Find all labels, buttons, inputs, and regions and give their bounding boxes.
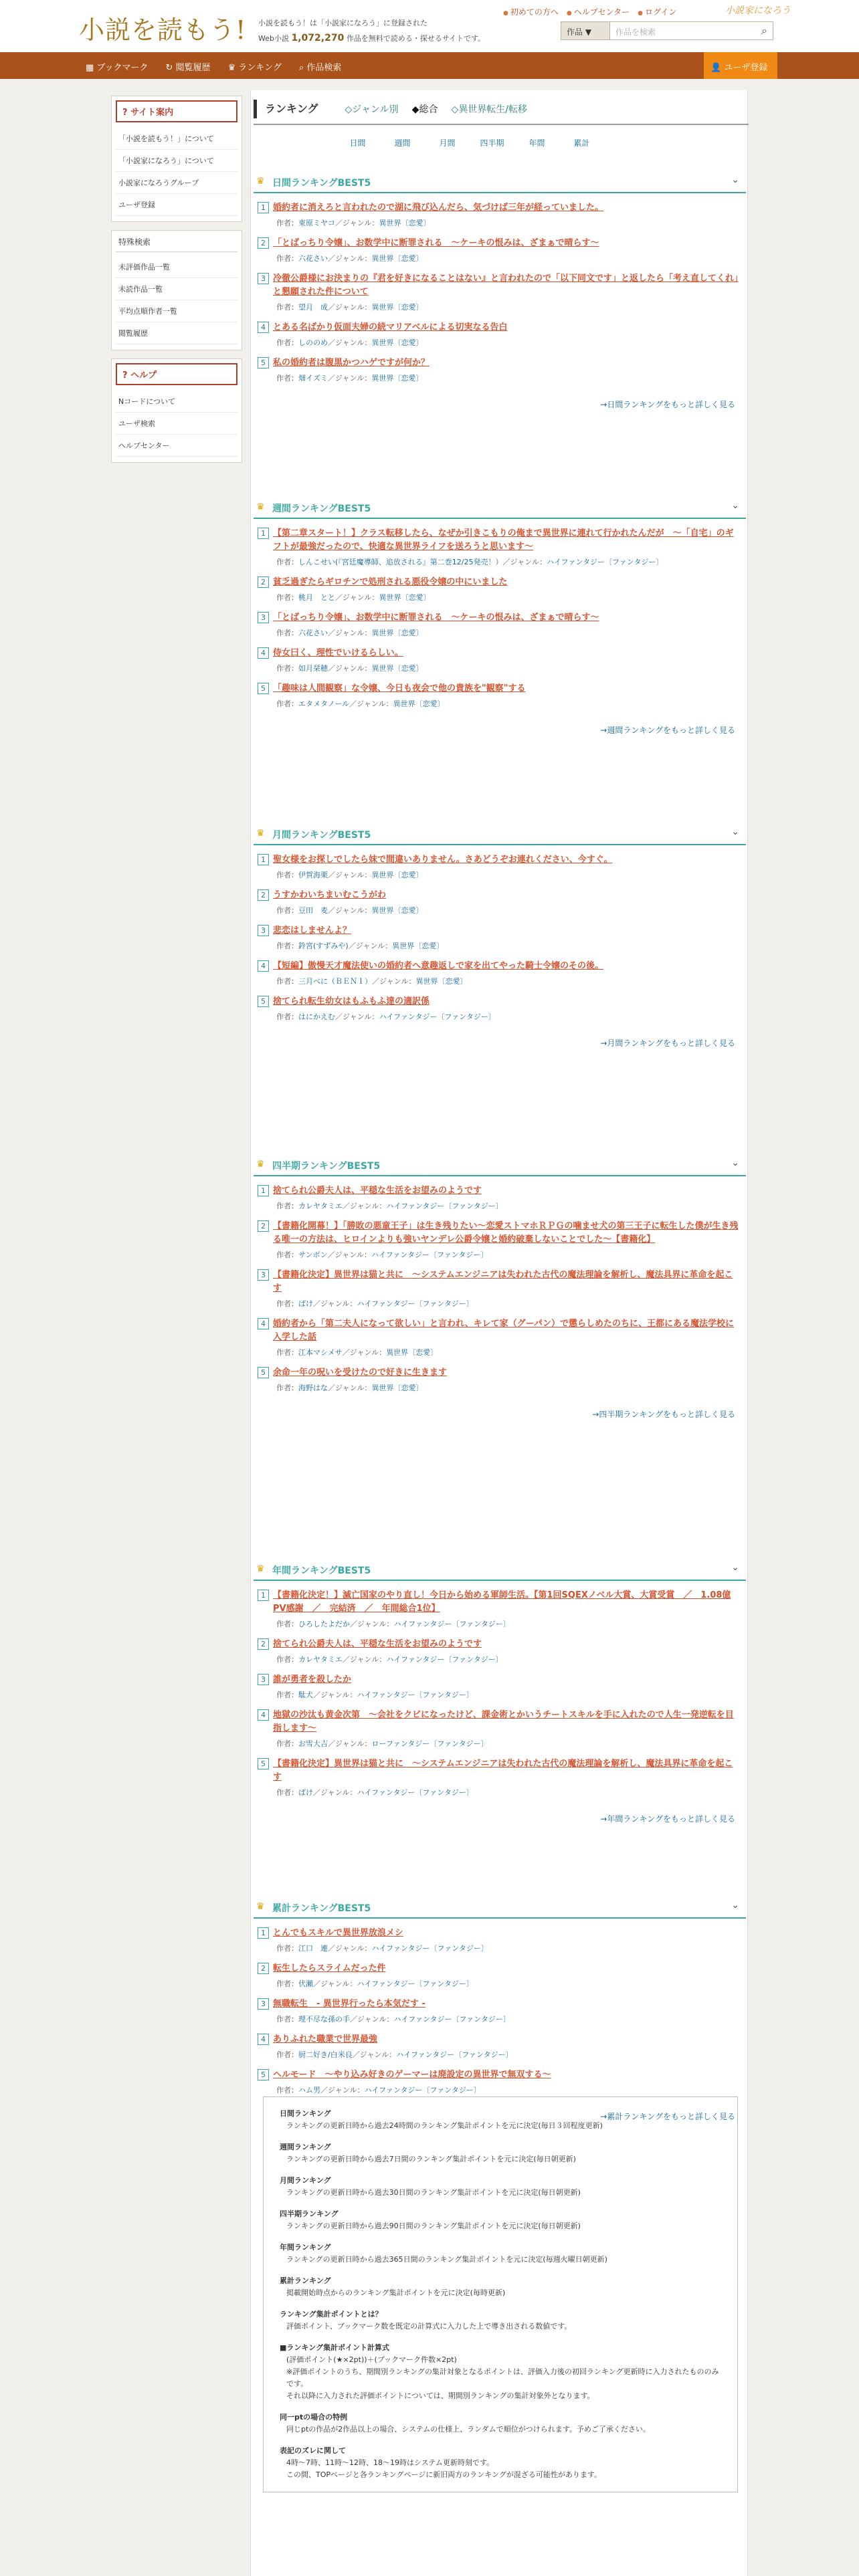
ranking-section bbox=[251, 1896, 749, 2122]
rank-badge: 2 bbox=[258, 889, 269, 901]
search-box bbox=[561, 21, 773, 40]
tab-genre[interactable]: ◇ジャンル別 bbox=[345, 104, 399, 115]
sidebar-item[interactable]: Nコードについて bbox=[116, 391, 237, 413]
description-text: ランキングの更新日時から過去90日間のランキング集計ポイントを元に決定(毎日朝更新) bbox=[286, 2222, 581, 2230]
divider bbox=[254, 124, 749, 125]
site-header bbox=[0, 0, 859, 52]
chevron-down-icon[interactable]: ⌄ bbox=[731, 827, 739, 837]
ranking-entry bbox=[258, 1317, 739, 1358]
rank-badge: 5 bbox=[258, 357, 269, 368]
author-link[interactable]: 海野はな bbox=[298, 1384, 328, 1392]
section-title: 月間ランキングBEST5 bbox=[272, 830, 371, 841]
tagline-line1: 小説を読もう！は「小説家になろう」に登録された bbox=[258, 19, 427, 27]
ranking-entry bbox=[258, 682, 739, 710]
sidebar-item[interactable]: 未読作品一覧 bbox=[116, 278, 237, 300]
work-meta: 作者：桃月 とと／ジャンル：異世界〔恋愛〕 bbox=[276, 593, 431, 602]
genre-link[interactable]: ハイファンタジー〔ファンタジー〕 bbox=[547, 558, 664, 566]
rank-badge: 3 bbox=[258, 925, 269, 936]
rank-badge: 4 bbox=[258, 647, 269, 659]
genre-link[interactable]: 異世界〔恋愛〕 bbox=[371, 871, 423, 879]
description-heading: 日間ランキング bbox=[280, 2109, 331, 2118]
section-title: 四半期ランキングBEST5 bbox=[272, 1161, 381, 1172]
genre-link[interactable]: ローファンタジー〔ファンタジー〕 bbox=[371, 1739, 488, 1748]
chevron-down-icon[interactable]: ⌄ bbox=[731, 1158, 739, 1168]
ranking-entry bbox=[258, 201, 739, 229]
main-content bbox=[250, 90, 748, 2576]
description-heading: 月間ランキング bbox=[280, 2176, 331, 2185]
chevron-down-icon[interactable]: ⌄ bbox=[731, 175, 739, 185]
description-text: 同じptの作品が2作品以上の場合、システムの仕様上、ランダムで順位がつけられます。予めご了承ください。 bbox=[286, 2425, 650, 2434]
ranking-entry bbox=[258, 356, 739, 384]
rank-badge: 5 bbox=[258, 996, 269, 1007]
nav-bookmark[interactable]: ▦ ブックマーク bbox=[86, 63, 149, 73]
ranking-entry bbox=[258, 1673, 739, 1701]
genre-link[interactable]: 異世界〔恋愛〕 bbox=[386, 1348, 438, 1357]
work-meta: 作者：厨二好き/白米良／ジャンル：ハイファンタジー〔ファンタジー〕 bbox=[276, 2050, 513, 2059]
main-nav bbox=[0, 52, 859, 79]
ranking-entry bbox=[258, 1638, 739, 1665]
work-title-link[interactable]: 【書籍化開幕！】「勝敗の悪童王子」は生き残りたい～恋愛ストマホＲＰＧの噛ませ犬の第三王子に転生した僕が生き残る唯一の方法は、ヒロインよりも強いヤンデレ公爵令嬢と婚約破棄しないことでした～【書籍化】 bbox=[273, 1221, 739, 1245]
author-link[interactable]: 望月 成 bbox=[298, 303, 328, 312]
ranking-entry bbox=[258, 1927, 739, 1954]
ranking-section bbox=[251, 496, 749, 736]
rank-badge: 2 bbox=[258, 1638, 269, 1650]
work-title-link[interactable]: 「とばっちり令嬢」、お数学中に断罪される ～ケーキの恨みは、ざまぁで晴らす～ bbox=[273, 613, 599, 623]
author-link[interactable]: サンボン bbox=[298, 1251, 328, 1259]
genre-link[interactable]: ハイファンタジー〔ファンタジー〕 bbox=[386, 1655, 503, 1664]
description-heading: ■ランキング集計ポイント計算式 bbox=[280, 2343, 390, 2352]
ranking-section bbox=[251, 171, 749, 410]
genre-link[interactable]: ハイファンタジー〔ファンタジー〕 bbox=[357, 1299, 474, 1308]
description-text: 評価ポイント、ブックマーク数を既定の計算式に入力した上で導き出される数値です。 bbox=[286, 2322, 572, 2331]
work-count: 1,072,270 bbox=[291, 33, 345, 43]
author-link[interactable]: 江口 連 bbox=[298, 1944, 328, 1953]
rank-badge: 4 bbox=[258, 322, 269, 333]
work-title-link[interactable]: うすかわいちまいむこうがわ bbox=[273, 890, 387, 900]
link-help-center[interactable]: ● ヘルプセンター bbox=[567, 6, 630, 17]
author-link[interactable]: ぱけ bbox=[298, 1788, 313, 1797]
work-title-link[interactable]: 無職転生 - 異世界行ったら本気だす - bbox=[273, 1999, 425, 2009]
author-link[interactable]: 三月べに（ＢＥＮＩ） bbox=[298, 977, 372, 986]
genre-link[interactable]: 異世界〔恋愛〕 bbox=[371, 374, 423, 383]
rank-badge: 2 bbox=[258, 1963, 269, 1974]
work-title-link[interactable]: 転生したらスライムだった件 bbox=[273, 1963, 386, 1973]
description-heading: ランキング集計ポイントとは？ bbox=[280, 2310, 383, 2319]
work-meta: 作者：江口 連／ジャンル：ハイファンタジー〔ファンタジー〕 bbox=[276, 1944, 488, 1953]
ranking-entry bbox=[258, 1589, 739, 1630]
author-link[interactable]: 如月栞穂 bbox=[298, 664, 328, 673]
nav-ranking[interactable]: ♛ ランキング bbox=[227, 63, 282, 73]
ranking-entry bbox=[258, 1220, 739, 1261]
genre-link[interactable]: 異世界〔恋愛〕 bbox=[371, 254, 423, 263]
description-text: ランキングの更新日時から過去30日間のランキング集計ポイントを元に決定(毎日朝更新) bbox=[286, 2188, 581, 2197]
rank-badge: 2 bbox=[258, 1220, 269, 1232]
genre-link[interactable]: 異世界〔恋愛〕 bbox=[371, 303, 423, 312]
more-link[interactable]: →年間ランキングをもっと詳しく見る bbox=[600, 1814, 735, 1824]
author-link[interactable]: お雪大吉 bbox=[298, 1739, 328, 1748]
ranking-entry bbox=[258, 272, 739, 313]
work-title-link[interactable]: 【短編】傲慢天才魔法使いの婚約者へ意趣返しで家を出てやった騎士令嬢のその後。 bbox=[273, 961, 604, 971]
author-link[interactable]: 六花さい bbox=[298, 254, 328, 263]
rank-badge: 4 bbox=[258, 2034, 269, 2045]
work-title-link[interactable]: 聖女様をお探しでしたら妹で間違いありません。さあどうぞお連れください、今すぐ。 bbox=[273, 855, 613, 865]
sidebar-item[interactable]: 小説家になろうグループ bbox=[116, 172, 237, 194]
work-meta: 作者：如月栞穂／ジャンル：異世界〔恋愛〕 bbox=[276, 664, 423, 673]
sidebar bbox=[111, 96, 242, 471]
genre-link[interactable]: ハイファンタジー〔ファンタジー〕 bbox=[364, 2086, 481, 2095]
crown-icon: ♛ bbox=[256, 1159, 265, 1170]
work-meta: 作者：伊賀海栗／ジャンル：異世界〔恋愛〕 bbox=[276, 871, 423, 879]
ranking-entry bbox=[258, 1709, 739, 1749]
ranking-entry bbox=[258, 924, 739, 952]
ranking-entry bbox=[258, 2068, 739, 2096]
work-meta: 作者：伏瀬／ジャンル：ハイファンタジー〔ファンタジー〕 bbox=[276, 1979, 474, 1988]
rank-badge: 5 bbox=[258, 2069, 269, 2080]
author-link[interactable]: はにかえむ bbox=[298, 1012, 335, 1021]
ranking-entry bbox=[258, 1998, 739, 2025]
section-header[interactable] bbox=[254, 496, 746, 519]
chevron-down-icon[interactable]: ⌄ bbox=[731, 500, 739, 511]
work-title-link[interactable]: 余命一年の呪いを受けたので好きに生きます bbox=[273, 1368, 448, 1378]
genre-link[interactable]: ハイファンタジー〔ファンタジー〕 bbox=[379, 1012, 496, 1021]
description-heading: 週間ランキング bbox=[280, 2143, 331, 2151]
help-title: ? ヘルプ bbox=[116, 363, 237, 385]
work-meta: 作者：理不尽な孫の手／ジャンル：ハイファンタジー〔ファンタジー〕 bbox=[276, 2015, 510, 2024]
section-title: 週間ランキングBEST5 bbox=[272, 504, 371, 514]
work-meta: 作者：駄犬／ジャンル：ハイファンタジー〔ファンタジー〕 bbox=[276, 1691, 474, 1699]
more-link[interactable]: →日間ランキングをもっと詳しく見る bbox=[600, 400, 735, 409]
work-title-link[interactable]: とんでもスキルで異世界放浪メシ bbox=[273, 1928, 403, 1938]
crown-icon: ♛ bbox=[256, 502, 265, 512]
genre-link[interactable]: 異世界〔恋愛〕 bbox=[371, 1384, 423, 1392]
author-link[interactable]: エタメタノール bbox=[298, 700, 350, 708]
chevron-down-icon[interactable]: ⌄ bbox=[731, 1900, 739, 1911]
sidebar-item[interactable]: ユーザ登録 bbox=[116, 194, 237, 216]
sidebar-item[interactable]: ヘルプセンター bbox=[116, 435, 237, 457]
author-link[interactable]: ぱけ bbox=[298, 1299, 313, 1308]
genre-link[interactable]: ハイファンタジー〔ファンタジー〕 bbox=[386, 1202, 503, 1210]
nav-history[interactable]: ↻ 閲覧履歴 bbox=[165, 63, 211, 73]
author-link[interactable]: 畑イズミ bbox=[298, 374, 328, 383]
section-header[interactable] bbox=[254, 1896, 746, 1919]
author-link[interactable]: カレヤタミエ bbox=[298, 1655, 343, 1664]
description-heading: 同一ptの場合の特例 bbox=[280, 2413, 348, 2422]
work-meta: 作者：しののめ／ジャンル：異世界〔恋愛〕 bbox=[276, 338, 423, 347]
crown-icon: ♛ bbox=[256, 828, 265, 839]
tagline bbox=[258, 16, 485, 46]
author-link[interactable]: 伊賀海栗 bbox=[298, 871, 328, 879]
description-text: 掲載開始時点からのランキング集計ポイントを元に決定(毎時更新) bbox=[286, 2288, 506, 2297]
work-meta: 作者：束原ミヤコ／ジャンル：異世界〔恋愛〕 bbox=[276, 219, 431, 227]
description-text: ランキングの更新日時から過去365日間のランキング集計ポイントを元に決定(毎週火曜日朝更新) bbox=[286, 2255, 607, 2264]
work-title-link[interactable]: 【第二章スタート！】クラス転移したら、なぜか引きこもりの俺まで異世界に連れて行かれたんだが ～「自宅」のギフトが最強だったので、快適な異世界ライフを送ろうと思います～ bbox=[273, 528, 734, 552]
sidebar-item[interactable]: 閲覧履歴 bbox=[116, 322, 237, 344]
ranking-entry bbox=[258, 611, 739, 639]
section-title: 年間ランキングBEST5 bbox=[272, 1566, 371, 1576]
author-link[interactable]: 厨二好き/白米良 bbox=[298, 2050, 353, 2059]
rank-badge: 4 bbox=[258, 960, 269, 972]
section-header[interactable] bbox=[254, 823, 746, 845]
work-title-link[interactable]: 悲恋はしませんよ？ bbox=[273, 926, 352, 936]
chevron-down-icon[interactable]: ⌄ bbox=[731, 1562, 739, 1573]
work-meta: 作者：はにかえむ／ジャンル：ハイファンタジー〔ファンタジー〕 bbox=[276, 1012, 496, 1021]
work-meta: 作者：エタメタノール／ジャンル：異世界〔恋愛〕 bbox=[276, 700, 445, 708]
ranking-entry bbox=[258, 321, 739, 348]
link-first-time[interactable]: ● 初めての方へ bbox=[503, 6, 559, 17]
ranking-entry bbox=[258, 647, 739, 674]
ranking-section bbox=[251, 1558, 749, 1824]
section-header[interactable] bbox=[254, 1154, 746, 1176]
rank-badge: 3 bbox=[258, 1674, 269, 1685]
author-link[interactable]: 駄犬 bbox=[298, 1691, 313, 1699]
page-title: ランキング bbox=[254, 100, 318, 118]
rank-badge: 1 bbox=[258, 854, 269, 865]
rank-badge: 2 bbox=[258, 576, 269, 588]
work-meta: 作者：ハム男／ジャンル：ハイファンタジー〔ファンタジー〕 bbox=[276, 2086, 481, 2095]
work-title-link[interactable]: 地獄の沙汰も黄金次第 ～会社をクビになったけど、課金術とかいうチートスキルを手に入れたので人生一発逆転を目指します～ bbox=[273, 1710, 734, 1733]
rank-badge: 1 bbox=[258, 1927, 269, 1939]
period-daily[interactable]: 日間 bbox=[349, 138, 366, 148]
period-total[interactable]: 累計 bbox=[573, 138, 590, 148]
work-meta: 作者：豆田 麦／ジャンル：異世界〔恋愛〕 bbox=[276, 906, 423, 915]
work-title-link[interactable]: 捨てられ公爵夫人は、平穏な生活をお望みのようです bbox=[273, 1186, 482, 1196]
rank-badge: 5 bbox=[258, 683, 269, 694]
rank-badge: 1 bbox=[258, 1590, 269, 1601]
sidebar-item[interactable]: 未評価作品一覧 bbox=[116, 256, 237, 278]
rank-badge: 3 bbox=[258, 273, 269, 284]
description-heading: 累計ランキング bbox=[280, 2276, 331, 2285]
description-text: ランキングの更新日時から過去7日間のランキング集計ポイントを元に決定(毎日朝更新) bbox=[286, 2155, 576, 2163]
work-title-link[interactable]: 【書籍化決定】異世界は猫と共に ～システムエンジニアは失われた古代の魔法理論を解析し、魔法具界に革命を起こす bbox=[273, 1759, 733, 1782]
ranking-entry bbox=[258, 1366, 739, 1394]
work-meta: 作者：ぱけ／ジャンル：ハイファンタジー〔ファンタジー〕 bbox=[276, 1788, 474, 1797]
work-title-link[interactable]: 【書籍化決定】異世界は猫と共に ～システムエンジニアは失われた古代の魔法理論を解析し、魔法具界に革命を起こす bbox=[273, 1270, 733, 1293]
description-text: 4時〜7時、11時〜12時、18〜19時はシステム更新時刻です。 この間、TOPページと各ランキングページに新旧両方のランキングが混ざる可能性があります。 bbox=[286, 2458, 602, 2479]
ranking-entry bbox=[258, 960, 739, 987]
ranking-entry bbox=[258, 237, 739, 264]
genre-link[interactable]: ハイファンタジー〔ファンタジー〕 bbox=[396, 2050, 513, 2059]
work-meta: 作者：江本マシメサ／ジャンル：異世界〔恋愛〕 bbox=[276, 1348, 438, 1357]
work-title-link[interactable]: 「とばっちり令嬢」、お数学中に断罪される ～ケーキの恨みは、ざまぁで晴らす～ bbox=[273, 238, 599, 248]
rank-badge: 5 bbox=[258, 1758, 269, 1769]
special-search-box bbox=[111, 230, 242, 350]
rank-badge: 3 bbox=[258, 1998, 269, 2010]
section-header[interactable] bbox=[254, 1558, 746, 1581]
more-link[interactable]: →四半期ランキングをもっと詳しく見る bbox=[592, 1410, 735, 1419]
work-meta: 作者：ひろしたよだか／ジャンル：ハイファンタジー〔ファンタジー〕 bbox=[276, 1620, 510, 1628]
site-guide-box bbox=[111, 96, 242, 222]
period-monthly[interactable]: 月間 bbox=[439, 138, 456, 148]
author-link[interactable]: 鈴宮(すずみや) bbox=[298, 942, 349, 950]
description-text: (評価ポイント(★×2pt))＋(ブックマーク件数×2pt) ※評価ポイントのうち、期間別ランキングの集計対象となるポイントは、評価入力後の初回ランキング更新時に入力されたもののみです。 それ以降に入力された評価ポイントについては、期間別ランキングの集計対象外となります。 bbox=[286, 2355, 719, 2400]
description-heading: 四半期ランキング bbox=[280, 2210, 339, 2218]
author-link[interactable]: 理不尽な孫の手 bbox=[298, 2015, 350, 2024]
author-link[interactable]: 伏瀬 bbox=[298, 1979, 313, 1988]
work-meta: 作者：カレヤタミエ／ジャンル：ハイファンタジー〔ファンタジー〕 bbox=[276, 1202, 503, 1210]
genre-link[interactable]: 異世界〔恋愛〕 bbox=[379, 593, 431, 602]
crown-icon: ♛ bbox=[256, 176, 265, 187]
ranking-entry bbox=[258, 1757, 739, 1798]
genre-link[interactable]: 異世界〔恋愛〕 bbox=[371, 664, 423, 673]
work-meta: 作者：畑イズミ／ジャンル：異世界〔恋愛〕 bbox=[276, 374, 423, 383]
ranking-entry bbox=[258, 889, 739, 916]
author-link[interactable]: 豆田 麦 bbox=[298, 906, 328, 915]
work-title-link[interactable]: 【書籍化決定！】滅亡国家のやり直し！今日から始める軍師生活。【第1回SQEXノベル大賞、大賞受賞 ／ 1.08億PV感謝 ／ 完結済 ／ 年間総合1位】 bbox=[273, 1590, 731, 1614]
ranking-entry bbox=[258, 995, 739, 1023]
author-link[interactable]: ひろしたよだか bbox=[298, 1620, 350, 1628]
rank-badge: 4 bbox=[258, 1318, 269, 1329]
ranking-entry bbox=[258, 576, 739, 603]
author-link[interactable]: ハム男 bbox=[298, 2086, 320, 2095]
work-meta: 作者：しんこせい(『宮廷魔導師、追放される』第二巻12/25発売！）／ジャンル：ハイファンタジー〔ファンタジー〕 bbox=[276, 558, 664, 566]
description-text: ランキングの更新日時から過去24時間のランキング集計ポイントを元に決定(毎日３回程度更新) bbox=[286, 2121, 603, 2130]
more-link[interactable]: →週間ランキングをもっと詳しく見る bbox=[600, 726, 735, 735]
author-link[interactable]: 六花さい bbox=[298, 629, 328, 637]
work-meta: 作者：海野はな／ジャンル：異世界〔恋愛〕 bbox=[276, 1384, 423, 1392]
rank-badge: 5 bbox=[258, 1367, 269, 1378]
tagline-line2: Web小説 1,072,270 作品を無料で読める・探せるサイトです。 bbox=[258, 33, 486, 43]
crown-icon: ♛ bbox=[256, 1901, 265, 1912]
genre-link[interactable]: ハイファンタジー〔ファンタジー〕 bbox=[393, 1620, 510, 1628]
top-links bbox=[503, 6, 676, 17]
description-heading: 表記のズレに関して bbox=[280, 2446, 346, 2455]
work-meta: 作者：サンボン／ジャンル：ハイファンタジー〔ファンタジー〕 bbox=[276, 1251, 488, 1259]
work-title-link[interactable]: 婚約者から「第二夫人になって欲しい」と言われ、キレて家（グーパン）で懲らしめたのちに、王都にある魔法学校に入学した話 bbox=[273, 1319, 735, 1342]
link-login[interactable]: ● ログイン bbox=[638, 6, 676, 17]
genre-link[interactable]: 異世界〔恋愛〕 bbox=[379, 219, 431, 227]
ranking-entry bbox=[258, 527, 739, 568]
rank-badge: 2 bbox=[258, 237, 269, 249]
ranking-section bbox=[251, 823, 749, 1049]
ranking-entry bbox=[258, 1184, 739, 1212]
sidebar-item[interactable]: 「小説を読もう！」について bbox=[116, 128, 237, 150]
nav-search[interactable]: ⌕ 作品検索 bbox=[298, 63, 342, 73]
genre-link[interactable]: 異世界〔恋愛〕 bbox=[371, 338, 423, 347]
ranking-entry bbox=[258, 2033, 739, 2060]
period-quarterly[interactable]: 四半期 bbox=[480, 138, 504, 148]
section-title: 日間ランキングBEST5 bbox=[272, 178, 371, 189]
period-weekly[interactable]: 週間 bbox=[394, 138, 411, 148]
syosetu-logo[interactable]: 小説家になろう bbox=[725, 5, 791, 16]
ranking-section bbox=[251, 1154, 749, 1420]
genre-link[interactable]: 異世界〔恋愛〕 bbox=[415, 977, 468, 986]
sidebar-item[interactable]: 「小説家になろう」について bbox=[116, 150, 237, 172]
work-meta: 作者：カレヤタミエ／ジャンル：ハイファンタジー〔ファンタジー〕 bbox=[276, 1655, 503, 1664]
work-meta: 作者：三月べに（ＢＥＮＩ）／ジャンル：異世界〔恋愛〕 bbox=[276, 977, 468, 986]
work-title-link[interactable]: 侍女曰く、理性でいけるらしい。 bbox=[273, 648, 403, 658]
user-register-button[interactable]: 👤 ユーザ登録 bbox=[704, 52, 777, 79]
ranking-description bbox=[263, 2097, 738, 2492]
genre-link[interactable]: ハイファンタジー〔ファンタジー〕 bbox=[371, 1944, 488, 1953]
author-link[interactable]: 束原ミヤコ bbox=[298, 219, 335, 227]
work-meta: 作者：望月 成／ジャンル：異世界〔恋愛〕 bbox=[276, 303, 423, 312]
work-title-link[interactable]: 私の婚約者は腹黒かつハゲですが何か？ bbox=[273, 358, 430, 368]
work-title-link[interactable]: 捨てられ公爵夫人は、平穏な生活をお望みのようです bbox=[273, 1639, 482, 1649]
special-search-title: 特殊検索 bbox=[116, 231, 237, 252]
work-meta: 作者：六花さい／ジャンル：異世界〔恋愛〕 bbox=[276, 254, 423, 263]
work-meta: 作者：六花さい／ジャンル：異世界〔恋愛〕 bbox=[276, 629, 423, 637]
more-link[interactable]: →月間ランキングをもっと詳しく見る bbox=[600, 1039, 735, 1048]
work-title-link[interactable]: 「趣味は人間観察」な令嬢、今日も夜会で他の貴族を"観察"する bbox=[273, 683, 526, 693]
description-heading: 年間ランキング bbox=[280, 2243, 331, 2252]
work-title-link[interactable]: とある名ばかり仮面夫婦の続マリアベルによる切実なる告白 bbox=[273, 322, 508, 332]
rank-badge: 4 bbox=[258, 1709, 269, 1721]
crown-icon: ♛ bbox=[256, 1564, 265, 1574]
rank-badge: 1 bbox=[258, 202, 269, 213]
work-title-link[interactable]: ありふれた職業で世界最強 bbox=[273, 2034, 378, 2044]
author-link[interactable]: 桃月 とと bbox=[298, 593, 335, 602]
rank-badge: 1 bbox=[258, 1185, 269, 1196]
ranking-entry bbox=[258, 1269, 739, 1309]
period-yearly[interactable]: 年間 bbox=[529, 138, 545, 148]
work-title-link[interactable]: 婚約者に消えろと言われたので湖に飛び込んだら、気づけば三年が経っていました。 bbox=[273, 203, 604, 213]
genre-link[interactable]: 異世界〔恋愛〕 bbox=[393, 700, 445, 708]
genre-link[interactable]: ハイファンタジー〔ファンタジー〕 bbox=[357, 1691, 474, 1699]
rank-badge: 3 bbox=[258, 1269, 269, 1281]
work-title-link[interactable]: 冷徹公爵様にお決まりの『君を好きになることはない』と言われたので「以下同文です」と返したら「考え直してくれ」と懇願された件について bbox=[273, 274, 739, 297]
section-header[interactable] bbox=[254, 171, 746, 193]
search-input[interactable]: 作品を検索 ⌕ bbox=[610, 21, 773, 40]
genre-link[interactable]: ハイファンタジー〔ファンタジー〕 bbox=[393, 2015, 510, 2024]
work-meta: 作者：お雪大吉／ジャンル：ローファンタジー〔ファンタジー〕 bbox=[276, 1739, 488, 1748]
rank-badge: 1 bbox=[258, 528, 269, 539]
period-links bbox=[335, 137, 604, 148]
search-type-select[interactable]: 作品 ▼ bbox=[561, 21, 610, 40]
author-link[interactable]: カレヤタミエ bbox=[298, 1202, 343, 1210]
help-box bbox=[111, 358, 242, 463]
sidebar-item[interactable]: 平均点順作者一覧 bbox=[116, 300, 237, 322]
work-title-link[interactable]: 捨てられ転生幼女はもふもふ達の適訳係 bbox=[273, 996, 430, 1006]
tab-overall[interactable]: ◆総合 bbox=[411, 104, 438, 115]
genre-link[interactable]: 異世界〔恋愛〕 bbox=[371, 629, 423, 637]
genre-link[interactable]: ハイファンタジー〔ファンタジー〕 bbox=[357, 1788, 474, 1797]
genre-link[interactable]: ハイファンタジー〔ファンタジー〕 bbox=[371, 1251, 488, 1259]
more-link[interactable]: →累計ランキングをもっと詳しく見る bbox=[600, 2112, 735, 2121]
ranking-entry bbox=[258, 853, 739, 881]
site-logo[interactable]: 小説を読もう! bbox=[79, 15, 247, 45]
work-meta: 作者：ぱけ／ジャンル：ハイファンタジー〔ファンタジー〕 bbox=[276, 1299, 474, 1308]
site-guide-title: ? サイト案内 bbox=[116, 100, 237, 122]
rank-badge: 3 bbox=[258, 612, 269, 623]
work-title-link[interactable]: ヘルモード ～やり込み好きのゲーマーは廃設定の異世界で無双する～ bbox=[273, 2070, 551, 2080]
genre-link[interactable]: 異世界〔恋愛〕 bbox=[371, 906, 423, 915]
genre-link[interactable]: ハイファンタジー〔ファンタジー〕 bbox=[357, 1979, 474, 1988]
section-title: 累計ランキングBEST5 bbox=[272, 1903, 371, 1914]
sidebar-item[interactable]: ユーザ検索 bbox=[116, 413, 237, 435]
author-link[interactable]: 江本マシメサ bbox=[298, 1348, 343, 1357]
work-title-link[interactable]: 貧乏過ぎたらギロチンで処刑される悪役令嬢の中にいました bbox=[273, 577, 508, 587]
tab-isekai[interactable]: ◇異世界転生/転移 bbox=[451, 104, 527, 115]
work-title-link[interactable]: 誰が勇者を殺したか bbox=[273, 1675, 352, 1685]
author-link[interactable]: しんこせい(『宮廷魔導師、追放される』第二巻12/25発売！） bbox=[298, 558, 503, 566]
genre-link[interactable]: 異世界〔恋愛〕 bbox=[392, 942, 444, 950]
ranking-entry bbox=[258, 1962, 739, 1990]
author-link[interactable]: しののめ bbox=[298, 338, 328, 347]
work-meta: 作者：鈴宮(すずみや)／ジャンル：異世界〔恋愛〕 bbox=[276, 942, 444, 950]
